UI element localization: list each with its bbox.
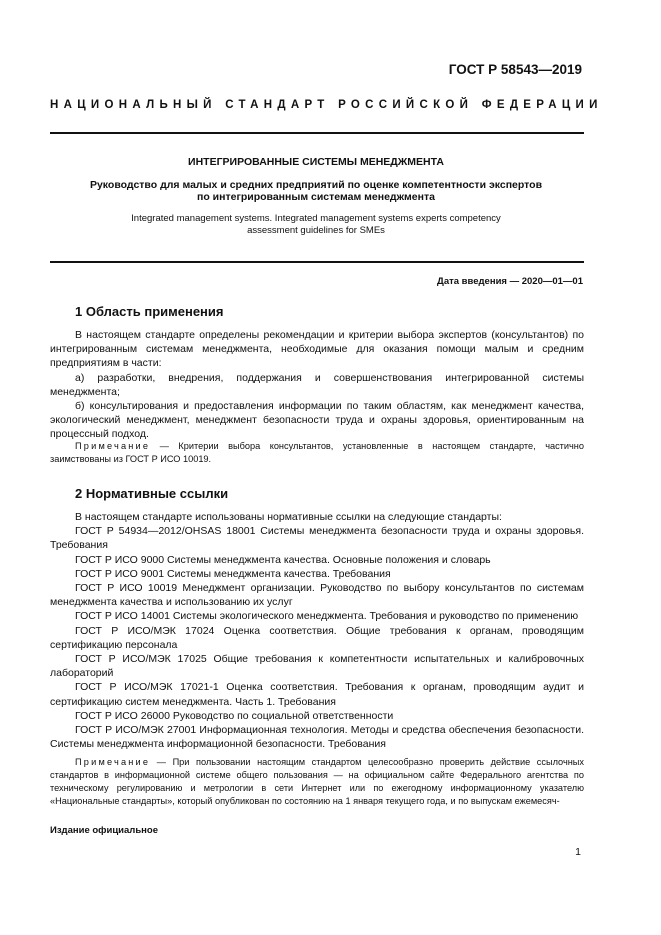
reference-item: ГОСТ Р ИСО 26000 Руководство по социальной ответственности (75, 709, 394, 722)
official-edition-label: Издание официальное (50, 825, 158, 836)
document-title: ИНТЕГРИРОВАННЫЕ СИСТЕМЫ МЕНЕДЖМЕНТА (188, 156, 444, 168)
paragraph: б) консультирования и предоставления информации по таким областям, как менеджмент качества, экологический менеджмент, менеджмент безопасности труда и охраны здоровья, ориентированным на процессный подход. (50, 400, 584, 441)
note-text: — Критерии выбора консультантов, установленные в настоящем стандарте, частично заимствованы из ГОСТ Р ИСО 10019. (50, 441, 584, 464)
reference-item: ГОСТ Р ИСО 9001 Системы менеджмента качества. Требования (75, 567, 391, 580)
reference-item: ГОСТ Р ИСО/МЭК 17021-1 Оценка соответствия. Требования к органам, проводящим аудит и сертификацию систем менеджмента. Часть 1. Требования (50, 681, 584, 708)
paragraph: В настоящем стандарте определены рекомендации и критерии выбора экспертов (консультантов) по интегрированным системам менеджмента, необходимые для оказания помощи малым и средним предприятиям в части: (50, 329, 584, 370)
section-2-heading: 2 Нормативные ссылки (75, 486, 229, 501)
section-1-heading: 1 Область применения (75, 304, 224, 319)
reference-item: ГОСТ Р ИСО/МЭК 27001 Информационная технология. Методы и средства обеспечения безопасности. Системы менеджмента информационной безопасности. Требования (50, 724, 584, 751)
english-title (60, 213, 572, 237)
title-divider (50, 261, 584, 263)
section-2-body (50, 510, 584, 751)
english-line-1: Integrated management systems. Integrated management systems experts competency (131, 213, 501, 224)
reference-item: ГОСТ Р 54934—2012/OHSAS 18001 Системы менеджмента безопасности труда и охраны здоровья. Требования (50, 525, 584, 552)
reference-item: ГОСТ Р ИСО/МЭК 17024 Оценка соответствия. Общие требования к органам, проводящим сертификацию персонала (50, 624, 584, 651)
reference-item: ГОСТ Р ИСО 14001 Системы экологического менеджмента. Требования и руководство по применению (75, 610, 579, 623)
reference-item: ГОСТ Р ИСО 9000 Системы менеджмента качества. Основные положения и словарь (75, 553, 491, 566)
national-standard-heading: НАЦИОНАЛЬНЫЙ СТАНДАРТ РОССИЙСКОЙ ФЕДЕРАЦИИ (50, 99, 603, 111)
page-number: 1 (575, 846, 581, 858)
reference-item: ГОСТ Р ИСО 10019 Менеджмент организации. Руководство по выбору консультантов по системам менеджмента качества и использованию их услуг (50, 582, 584, 609)
introduction-date: Дата введения — 2020—01—01 (437, 276, 583, 287)
english-line-2: assessment guidelines for SMEs (247, 225, 385, 236)
note-text: — При пользовании настоящим стандартом целесообразно проверить действие ссылочных стандартов в информационной системе общего пользования — на официальном сайте Федерального агентства по техническому регулированию и метрологии в сети Интернет или по ежегодному информационному указателю «Национальные стандарты», который опубликован по состоянию на 1 января текущего года, и по выпускам ежемесяч- (50, 757, 584, 806)
note-label: Примечание (75, 441, 151, 451)
section-1-body (50, 328, 584, 442)
section-1-note (50, 440, 584, 466)
paragraph: а) разработки, внедрения, поддержания и совершенствования интегрированной системы менеджмента; (50, 371, 584, 398)
top-divider (50, 132, 584, 134)
reference-item: ГОСТ Р ИСО/МЭК 17025 Общие требования к компетентности испытательных и калибровочных лабораторий (50, 653, 584, 680)
subtitle-line-2: по интегрированным системам менеджмента (197, 191, 435, 203)
section-2-note (50, 756, 584, 808)
document-subtitle (60, 179, 572, 203)
paragraph: В настоящем стандарте использованы нормативные ссылки на следующие стандарты: (75, 511, 502, 523)
note-label: Примечание (75, 757, 151, 767)
subtitle-line-1: Руководство для малых и средних предприятий по оценке компетентности экспертов (89, 179, 543, 191)
standard-number: ГОСТ Р 58543—2019 (448, 62, 582, 77)
